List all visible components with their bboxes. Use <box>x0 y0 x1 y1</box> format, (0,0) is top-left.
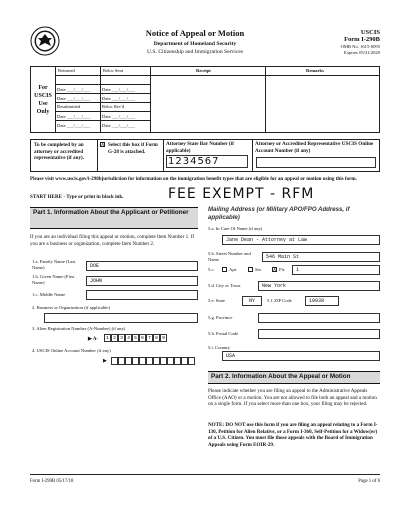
returned-col-header: Returned <box>58 68 75 73</box>
care-of-field[interactable]: Jane Dean - Attorney at Law <box>222 235 380 245</box>
family-name-field[interactable]: DOE <box>86 261 198 271</box>
a-number-digit[interactable]: 3 <box>118 334 125 342</box>
online-account-digit[interactable] <box>153 357 160 365</box>
online-account-digit[interactable] <box>181 357 188 365</box>
g28-text: Select this box if Form G-28 is attached. <box>108 142 158 155</box>
a-number-digit[interactable]: 8 <box>153 334 160 342</box>
city-label: 5.d. City or Town <box>208 283 241 288</box>
start-here: START HERE - Type or print in black ink. <box>30 194 124 200</box>
family-name-label: 1.a. Family Name (Last Name) <box>32 259 76 270</box>
bar-number-label: Attorney State Bar Number (if applicable) <box>166 141 234 154</box>
part1-title: Part 1. Information About the Applicant or Petitioner <box>30 207 198 229</box>
for-uscis-use-only-label: For USCIS Use Only <box>34 85 52 115</box>
a-number-digit[interactable]: 5 <box>132 334 139 342</box>
form-number: Form I-290B <box>344 36 380 43</box>
reloc-rec-label: Reloc Rec'd <box>102 104 125 109</box>
resubmitted-label: Resubmitted <box>57 104 81 109</box>
remarks-col-header: Remarks <box>306 68 324 73</box>
online-account-label: Attorney or Accredited Representative USCIS Online Account Number (if any) <box>255 141 374 154</box>
a-number-digit[interactable]: 6 <box>139 334 146 342</box>
state-label: 5.e. State <box>208 298 225 303</box>
zip-field[interactable]: 10038 <box>305 296 339 306</box>
date-row: Date ___/___/___ <box>57 87 91 92</box>
country-label: 5.i. Country <box>208 345 231 350</box>
given-name-field[interactable]: JOHN <box>86 276 198 286</box>
online-account-digit[interactable] <box>174 357 181 365</box>
part1-instructions: If you are an individual filing this appeal or motion, complete Item Number 1. If you are a business or organization, complete Item Number 2. <box>30 234 195 247</box>
a-number-digit[interactable]: 7 <box>146 334 153 342</box>
dhs-seal-icon <box>30 26 60 56</box>
apt-checkbox[interactable] <box>222 267 227 272</box>
online-account-number-label: 4. USCIS Online Account Number (if any) <box>32 348 111 353</box>
online-account-digit[interactable] <box>111 357 118 365</box>
unit-number-field[interactable]: 1 <box>292 265 380 275</box>
city-field[interactable]: New York <box>258 281 380 291</box>
online-account-digit[interactable] <box>146 357 153 365</box>
part2-note: NOTE: DO NOT use this form if you are filing an appeal relating to a Form I-130, Petition for Alien Relative, or a Form I-360, Self-Petition for a Widow(er) of a U.S. Citizen. You must file those appeals with the Board of Immigration Appeals using Form EOIR-29. <box>208 422 378 448</box>
given-name-label: 1.b. Given Name (First Name) <box>32 274 75 285</box>
middle-name-field[interactable] <box>86 290 198 300</box>
postal-code-label: 5.h. Postal Code <box>208 331 239 336</box>
bar-number-value: 1234567 <box>168 156 220 167</box>
a-number-digit[interactable]: 9 <box>160 334 167 342</box>
online-account-digit[interactable] <box>160 357 167 365</box>
dhs-seal <box>30 26 60 56</box>
street-label: 5.b. Street Number and Name <box>208 251 251 262</box>
date-row: Date ___/___/___ <box>102 96 136 101</box>
form-title: Notice of Appeal or Motion <box>145 28 245 38</box>
online-account-digit[interactable] <box>118 357 125 365</box>
a-number-digit[interactable]: 4 <box>125 334 132 342</box>
reloc-sent-col-header: Reloc Sent <box>103 68 124 73</box>
date-row: Date ___/___/___ <box>57 114 91 119</box>
ste-checkbox[interactable] <box>248 267 253 272</box>
agency-name: U.S. Citizenship and Immigration Services <box>146 49 243 55</box>
expiration-date: Expires 05/31/2020 <box>343 50 380 55</box>
state-field[interactable]: NY <box>242 296 262 306</box>
footer-page-number: Page 1 of 6 <box>358 479 380 484</box>
online-account-digit[interactable] <box>132 357 139 365</box>
online-account-digit[interactable] <box>188 357 195 365</box>
online-account-digit[interactable] <box>139 357 146 365</box>
footer-form-id: Form I-290B 05/17/18 <box>30 479 74 484</box>
agency-short: USCIS <box>360 29 380 36</box>
middle-name-label: 1.c. Middle Name <box>32 292 66 297</box>
business-field[interactable] <box>44 313 198 323</box>
care-of-label: 5.a. In Care Of Name (if any) <box>208 226 263 231</box>
date-row: Date ___/___/___ <box>102 87 136 92</box>
mailing-address-title: Mailing Address (or Military APO/FPO Address, if applicable) <box>208 206 350 221</box>
date-row: Date ___/___/___ <box>57 96 91 101</box>
province-label: 5.g. Province <box>208 315 233 320</box>
arrow-icon: ▶ <box>103 358 107 364</box>
flr-label: Flr. <box>279 267 286 272</box>
postal-code-field[interactable] <box>258 329 380 339</box>
apt-label: Apt. <box>229 267 238 272</box>
part2-paragraph: Please indicate whether you are filing an appeal to the Administrative Appeals Office (AAO) or a motion. You are not allowed to file both an appeal and a motion on a single form. If you select more than one box, your filing may be rejected. <box>208 388 377 408</box>
a-number-digit[interactable]: 1 <box>104 334 111 342</box>
flr-checkbox[interactable]: X <box>273 267 277 273</box>
date-row: Date ___/___/___ <box>102 114 136 119</box>
receipt-col-header: Receipt <box>196 68 211 73</box>
online-account-digit[interactable] <box>167 357 174 365</box>
province-field[interactable] <box>258 313 380 323</box>
a-number-digit[interactable]: 2 <box>111 334 118 342</box>
ste-label: Ste. <box>255 267 263 272</box>
attorney-intro: To be completed by an attorney or accredited representative (if any). <box>34 142 85 161</box>
department-name: Department of Homeland Security <box>153 41 237 47</box>
g28-checkbox[interactable]: X <box>101 142 105 148</box>
date-row: Date ___/___/___ <box>102 123 136 128</box>
a-number-label: 3. Alien Registration Number (A-Number) (if any) <box>32 326 126 331</box>
attorney-online-account-field[interactable] <box>256 157 376 168</box>
zip-label: 5.f. ZIP Code <box>267 298 292 303</box>
online-account-digit[interactable] <box>125 357 132 365</box>
jurisdiction-notice: Please visit www.uscis.gov/i-290bjurisdiction for information on the immigration benefit types that are eligible for an appeal or motion using this form. <box>30 176 357 182</box>
country-field[interactable]: USA <box>222 351 380 361</box>
part2-title: Part 2. Information About the Appeal or Motion <box>208 371 380 384</box>
fee-exempt-handwriting: FEE EXEMPT - RFM <box>168 186 315 202</box>
unit-type-label: 5.c. <box>208 267 215 272</box>
date-row: Date ___/___/___ <box>57 123 91 128</box>
business-label: 2. Business or Organization (if applicable) <box>32 305 110 310</box>
street-field[interactable]: 546 Main St <box>262 252 380 262</box>
a-number-prefix: ▶ A- <box>88 337 99 342</box>
omb-number: OMB No. 1615-0095 <box>340 44 380 49</box>
